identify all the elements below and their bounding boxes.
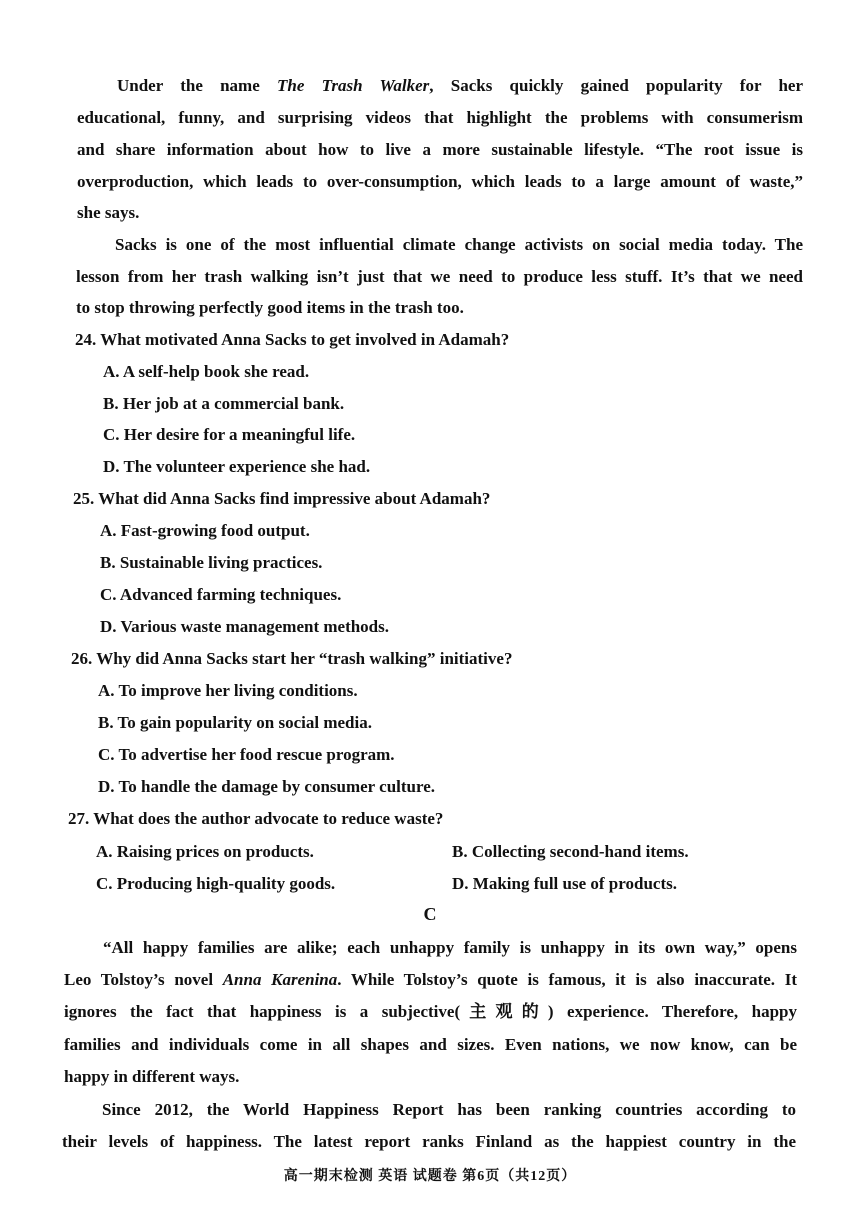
paragraph-line: happy in different ways. bbox=[64, 1067, 240, 1086]
answer-option: D. Making full use of products. bbox=[452, 874, 677, 893]
answer-option: A. To improve her living conditions. bbox=[98, 681, 358, 700]
paragraph-line: Since 2012, the World Happiness Report has been ranking countries according to bbox=[102, 1100, 796, 1119]
section-heading: C bbox=[423, 904, 437, 924]
question-stem: 25. What did Anna Sacks find impressive about Adamah? bbox=[73, 489, 491, 508]
page-footer: 高一期末检测 英语 试题卷 第6页（共12页） bbox=[283, 1169, 577, 1184]
paragraph-line bbox=[64, 969, 797, 991]
question-stem: 26. Why did Anna Sacks start her “trash walking” initiative? bbox=[71, 649, 513, 668]
answer-option: C. Her desire for a meaningful life. bbox=[103, 425, 356, 444]
italic-title: The Trash Walker bbox=[277, 76, 430, 95]
text: Under the name bbox=[117, 76, 278, 95]
answer-option: A. Fast-growing food output. bbox=[100, 521, 310, 540]
paragraph-line: and share information about how to live a more sustainable lifestyle. “The root issue is bbox=[77, 140, 803, 159]
question-stem: 24. What motivated Anna Sacks to get involved in Adamah? bbox=[75, 330, 510, 349]
paragraph-line bbox=[117, 75, 803, 97]
answer-option: A. Raising prices on products. bbox=[96, 842, 314, 861]
paragraph-line: ignores the fact that happiness is a subjective(主观的) experience. Therefore, happy bbox=[64, 1002, 797, 1021]
answer-option: B. Her job at a commercial bank. bbox=[103, 394, 345, 413]
text: , Sacks quickly gained popularity for her bbox=[429, 76, 803, 95]
answer-option: D. Various waste management methods. bbox=[100, 617, 389, 636]
paragraph-line: overproduction, which leads to over-consumption, which leads to a large amount of waste,” bbox=[77, 172, 803, 191]
answer-option: D. The volunteer experience she had. bbox=[103, 457, 371, 476]
text: . While Tolstoy’s quote is famous, it is also inaccurate. It bbox=[337, 970, 797, 989]
italic-title: Anna Karenina bbox=[222, 970, 338, 989]
answer-option: C. Producing high-quality goods. bbox=[96, 874, 336, 893]
question-stem: 27. What does the author advocate to reduce waste? bbox=[68, 809, 444, 828]
answer-option: B. Collecting second-hand items. bbox=[452, 842, 689, 861]
paragraph-line: to stop throwing perfectly good items in the trash too. bbox=[76, 298, 464, 317]
answer-option: A. A self-help book she read. bbox=[103, 362, 310, 381]
paragraph-line: their levels of happiness. The latest report ranks Finland as the happiest country in the bbox=[62, 1132, 796, 1151]
answer-option: B. To gain popularity on social media. bbox=[98, 713, 372, 732]
paragraph-line: “All happy families are alike; each unhappy family is unhappy in its own way,” opens bbox=[103, 938, 797, 957]
answer-option: B. Sustainable living practices. bbox=[100, 553, 323, 572]
paragraph-line: lesson from her trash walking isn’t just that we need to produce less stuff. It’s that we need bbox=[76, 267, 803, 286]
answer-option: D. To handle the damage by consumer culture. bbox=[98, 777, 436, 796]
paragraph-line: she says. bbox=[77, 203, 140, 222]
text: Leo Tolstoy’s novel bbox=[64, 970, 223, 989]
paragraph-line: families and individuals come in all shapes and sizes. Even nations, we now know, can be bbox=[64, 1035, 797, 1054]
paragraph-line: educational, funny, and surprising videos that highlight the problems with consumerism bbox=[77, 108, 803, 127]
answer-option: C. To advertise her food rescue program. bbox=[98, 745, 395, 764]
answer-option: C. Advanced farming techniques. bbox=[100, 585, 342, 604]
paragraph-line: Sacks is one of the most influential climate change activists on social media today. The bbox=[115, 235, 803, 254]
